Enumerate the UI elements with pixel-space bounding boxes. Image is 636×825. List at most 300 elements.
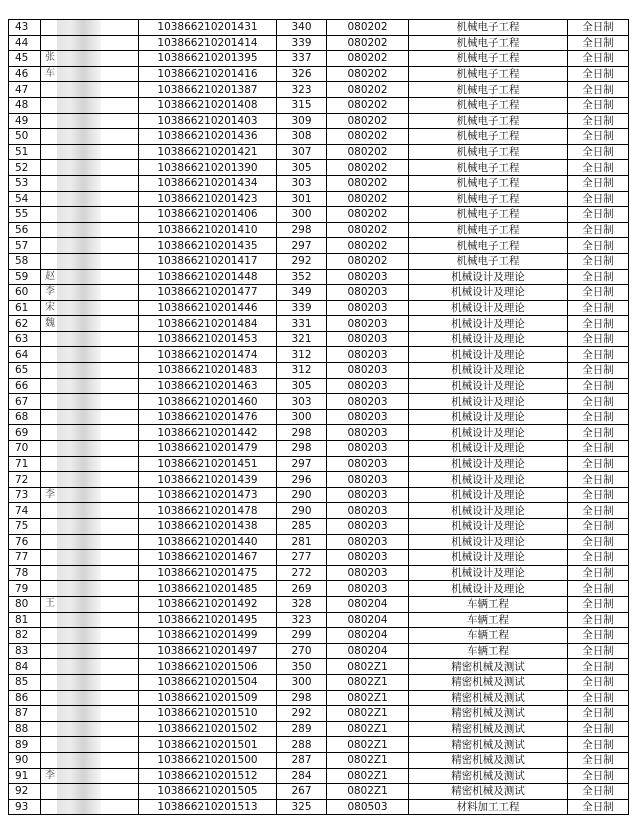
study-mode-cell: 全日制 bbox=[568, 752, 629, 768]
total-score-cell: 325 bbox=[277, 799, 327, 815]
candidate-id-cell: 103866210201467 bbox=[139, 550, 277, 566]
candidate-name-cell bbox=[41, 581, 139, 597]
row-number-cell: 54 bbox=[9, 191, 41, 207]
major-code-cell: 0802Z1 bbox=[327, 721, 409, 737]
total-score-cell: 321 bbox=[277, 331, 327, 347]
row-number-cell: 81 bbox=[9, 612, 41, 628]
name-redaction-mosaic bbox=[57, 706, 101, 722]
major-code-cell: 080202 bbox=[327, 160, 409, 176]
row-number-cell: 72 bbox=[9, 472, 41, 488]
candidate-id-cell: 103866210201421 bbox=[139, 144, 277, 160]
candidate-id-cell: 103866210201448 bbox=[139, 269, 277, 285]
total-score-cell: 267 bbox=[277, 784, 327, 800]
table-row bbox=[9, 472, 629, 488]
study-mode-cell: 全日制 bbox=[568, 253, 629, 269]
total-score-cell: 309 bbox=[277, 113, 327, 129]
total-score-cell: 305 bbox=[277, 378, 327, 394]
total-score-cell: 285 bbox=[277, 519, 327, 535]
candidate-id-cell: 103866210201502 bbox=[139, 721, 277, 737]
candidate-name-cell bbox=[41, 487, 139, 503]
candidate-name-cell bbox=[41, 316, 139, 332]
study-mode-cell: 全日制 bbox=[568, 129, 629, 145]
major-code-cell: 080202 bbox=[327, 97, 409, 113]
table-row bbox=[9, 690, 629, 706]
major-name-cell: 车辆工程 bbox=[409, 628, 568, 644]
major-code-cell: 080202 bbox=[327, 222, 409, 238]
candidate-name-cell bbox=[41, 175, 139, 191]
total-score-cell: 297 bbox=[277, 456, 327, 472]
row-number-cell: 45 bbox=[9, 51, 41, 67]
major-code-cell: 0802Z1 bbox=[327, 784, 409, 800]
candidate-name-text: 赵 bbox=[45, 270, 55, 282]
candidate-name-cell bbox=[41, 784, 139, 800]
candidate-name-cell bbox=[41, 519, 139, 535]
study-mode-cell: 全日制 bbox=[568, 66, 629, 82]
major-name-cell: 机械电子工程 bbox=[409, 222, 568, 238]
name-redaction-mosaic bbox=[57, 82, 101, 98]
table-row bbox=[9, 706, 629, 722]
name-redaction-mosaic bbox=[57, 628, 101, 644]
admission-list-table bbox=[8, 19, 629, 815]
study-mode-cell: 全日制 bbox=[568, 534, 629, 550]
table-row bbox=[9, 799, 629, 815]
major-code-cell: 080202 bbox=[327, 207, 409, 223]
table-row bbox=[9, 191, 629, 207]
name-redaction-mosaic bbox=[57, 737, 101, 753]
name-redaction-mosaic bbox=[57, 207, 101, 223]
table-row bbox=[9, 394, 629, 410]
table-row bbox=[9, 628, 629, 644]
candidate-id-cell: 103866210201499 bbox=[139, 628, 277, 644]
name-redaction-mosaic bbox=[57, 487, 101, 503]
major-code-cell: 080202 bbox=[327, 129, 409, 145]
total-score-cell: 349 bbox=[277, 285, 327, 301]
table-row bbox=[9, 207, 629, 223]
candidate-name-cell bbox=[41, 565, 139, 581]
candidate-name-cell bbox=[41, 82, 139, 98]
total-score-cell: 305 bbox=[277, 160, 327, 176]
table-row bbox=[9, 550, 629, 566]
study-mode-cell: 全日制 bbox=[568, 191, 629, 207]
total-score-cell: 300 bbox=[277, 207, 327, 223]
candidate-name-cell bbox=[41, 503, 139, 519]
name-redaction-mosaic bbox=[57, 253, 101, 269]
candidate-name-cell bbox=[41, 20, 139, 36]
major-name-cell: 车辆工程 bbox=[409, 596, 568, 612]
row-number-cell: 91 bbox=[9, 768, 41, 784]
name-redaction-mosaic bbox=[57, 66, 101, 82]
candidate-id-cell: 103866210201451 bbox=[139, 456, 277, 472]
major-code-cell: 080204 bbox=[327, 628, 409, 644]
name-redaction-mosaic bbox=[57, 643, 101, 659]
table-row bbox=[9, 596, 629, 612]
row-number-cell: 79 bbox=[9, 581, 41, 597]
name-redaction-mosaic bbox=[57, 191, 101, 207]
row-number-cell: 61 bbox=[9, 300, 41, 316]
candidate-id-cell: 103866210201479 bbox=[139, 441, 277, 457]
study-mode-cell: 全日制 bbox=[568, 378, 629, 394]
study-mode-cell: 全日制 bbox=[568, 347, 629, 363]
major-code-cell: 080203 bbox=[327, 487, 409, 503]
major-code-cell: 080203 bbox=[327, 565, 409, 581]
total-score-cell: 331 bbox=[277, 316, 327, 332]
candidate-id-cell: 103866210201495 bbox=[139, 612, 277, 628]
major-code-cell: 080202 bbox=[327, 191, 409, 207]
table-row bbox=[9, 269, 629, 285]
major-code-cell: 080203 bbox=[327, 519, 409, 535]
name-redaction-mosaic bbox=[57, 175, 101, 191]
table-row bbox=[9, 347, 629, 363]
major-name-cell: 机械设计及理论 bbox=[409, 378, 568, 394]
major-name-cell: 机械设计及理论 bbox=[409, 565, 568, 581]
candidate-id-cell: 103866210201485 bbox=[139, 581, 277, 597]
total-score-cell: 296 bbox=[277, 472, 327, 488]
candidate-id-cell: 103866210201439 bbox=[139, 472, 277, 488]
row-number-cell: 59 bbox=[9, 269, 41, 285]
major-name-cell: 机械电子工程 bbox=[409, 35, 568, 51]
total-score-cell: 290 bbox=[277, 487, 327, 503]
major-code-cell: 080202 bbox=[327, 113, 409, 129]
total-score-cell: 315 bbox=[277, 97, 327, 113]
name-redaction-mosaic bbox=[57, 113, 101, 129]
total-score-cell: 298 bbox=[277, 425, 327, 441]
table-row bbox=[9, 363, 629, 379]
study-mode-cell: 全日制 bbox=[568, 441, 629, 457]
table-row bbox=[9, 331, 629, 347]
row-number-cell: 69 bbox=[9, 425, 41, 441]
table-row bbox=[9, 752, 629, 768]
major-name-cell: 精密机械及测试 bbox=[409, 690, 568, 706]
candidate-name-cell bbox=[41, 752, 139, 768]
row-number-cell: 93 bbox=[9, 799, 41, 815]
study-mode-cell: 全日制 bbox=[568, 394, 629, 410]
study-mode-cell: 全日制 bbox=[568, 456, 629, 472]
candidate-id-cell: 103866210201476 bbox=[139, 409, 277, 425]
study-mode-cell: 全日制 bbox=[568, 160, 629, 176]
candidate-name-cell bbox=[41, 441, 139, 457]
table-row bbox=[9, 456, 629, 472]
study-mode-cell: 全日制 bbox=[568, 35, 629, 51]
major-name-cell: 精密机械及测试 bbox=[409, 784, 568, 800]
study-mode-cell: 全日制 bbox=[568, 20, 629, 36]
total-score-cell: 323 bbox=[277, 612, 327, 628]
major-name-cell: 机械电子工程 bbox=[409, 238, 568, 254]
study-mode-cell: 全日制 bbox=[568, 706, 629, 722]
study-mode-cell: 全日制 bbox=[568, 363, 629, 379]
row-number-cell: 82 bbox=[9, 628, 41, 644]
candidate-id-cell: 103866210201423 bbox=[139, 191, 277, 207]
candidate-id-cell: 103866210201446 bbox=[139, 300, 277, 316]
table-row bbox=[9, 721, 629, 737]
table-row bbox=[9, 175, 629, 191]
study-mode-cell: 全日制 bbox=[568, 519, 629, 535]
major-code-cell: 080202 bbox=[327, 82, 409, 98]
table-row bbox=[9, 222, 629, 238]
total-score-cell: 288 bbox=[277, 737, 327, 753]
candidate-name-cell bbox=[41, 207, 139, 223]
major-code-cell: 080203 bbox=[327, 409, 409, 425]
study-mode-cell: 全日制 bbox=[568, 300, 629, 316]
study-mode-cell: 全日制 bbox=[568, 409, 629, 425]
name-redaction-mosaic bbox=[57, 441, 101, 457]
major-name-cell: 机械设计及理论 bbox=[409, 487, 568, 503]
major-name-cell: 机械设计及理论 bbox=[409, 550, 568, 566]
major-name-cell: 机械电子工程 bbox=[409, 20, 568, 36]
total-score-cell: 352 bbox=[277, 269, 327, 285]
candidate-id-cell: 103866210201440 bbox=[139, 534, 277, 550]
row-number-cell: 67 bbox=[9, 394, 41, 410]
row-number-cell: 60 bbox=[9, 285, 41, 301]
total-score-cell: 300 bbox=[277, 674, 327, 690]
major-name-cell: 机械设计及理论 bbox=[409, 331, 568, 347]
study-mode-cell: 全日制 bbox=[568, 285, 629, 301]
candidate-name-cell bbox=[41, 238, 139, 254]
major-name-cell: 材料加工工程 bbox=[409, 799, 568, 815]
major-code-cell: 080204 bbox=[327, 643, 409, 659]
name-redaction-mosaic bbox=[57, 784, 101, 800]
row-number-cell: 77 bbox=[9, 550, 41, 566]
candidate-name-cell bbox=[41, 51, 139, 67]
candidate-id-cell: 103866210201477 bbox=[139, 285, 277, 301]
study-mode-cell: 全日制 bbox=[568, 612, 629, 628]
candidate-id-cell: 103866210201403 bbox=[139, 113, 277, 129]
table-row bbox=[9, 129, 629, 145]
row-number-cell: 90 bbox=[9, 752, 41, 768]
candidate-name-cell bbox=[41, 35, 139, 51]
row-number-cell: 48 bbox=[9, 97, 41, 113]
study-mode-cell: 全日制 bbox=[568, 97, 629, 113]
total-score-cell: 270 bbox=[277, 643, 327, 659]
name-redaction-mosaic bbox=[57, 331, 101, 347]
row-number-cell: 44 bbox=[9, 35, 41, 51]
total-score-cell: 292 bbox=[277, 253, 327, 269]
candidate-name-text: 宋 bbox=[45, 301, 55, 313]
total-score-cell: 312 bbox=[277, 347, 327, 363]
major-name-cell: 机械电子工程 bbox=[409, 113, 568, 129]
study-mode-cell: 全日制 bbox=[568, 82, 629, 98]
study-mode-cell: 全日制 bbox=[568, 113, 629, 129]
candidate-id-cell: 103866210201483 bbox=[139, 363, 277, 379]
major-name-cell: 机械设计及理论 bbox=[409, 316, 568, 332]
study-mode-cell: 全日制 bbox=[568, 565, 629, 581]
row-number-cell: 78 bbox=[9, 565, 41, 581]
name-redaction-mosaic bbox=[57, 300, 101, 316]
candidate-id-cell: 103866210201395 bbox=[139, 51, 277, 67]
total-score-cell: 337 bbox=[277, 51, 327, 67]
name-redaction-mosaic bbox=[57, 721, 101, 737]
table-row bbox=[9, 51, 629, 67]
major-code-cell: 080203 bbox=[327, 331, 409, 347]
candidate-name-cell bbox=[41, 612, 139, 628]
table-row bbox=[9, 612, 629, 628]
major-name-cell: 车辆工程 bbox=[409, 643, 568, 659]
study-mode-cell: 全日制 bbox=[568, 643, 629, 659]
row-number-cell: 49 bbox=[9, 113, 41, 129]
major-name-cell: 精密机械及测试 bbox=[409, 674, 568, 690]
total-score-cell: 290 bbox=[277, 503, 327, 519]
major-code-cell: 080503 bbox=[327, 799, 409, 815]
row-number-cell: 64 bbox=[9, 347, 41, 363]
major-name-cell: 机械设计及理论 bbox=[409, 534, 568, 550]
name-redaction-mosaic bbox=[57, 129, 101, 145]
total-score-cell: 289 bbox=[277, 721, 327, 737]
row-number-cell: 70 bbox=[9, 441, 41, 457]
table-row bbox=[9, 674, 629, 690]
total-score-cell: 284 bbox=[277, 768, 327, 784]
major-name-cell: 精密机械及测试 bbox=[409, 737, 568, 753]
row-number-cell: 62 bbox=[9, 316, 41, 332]
candidate-name-cell bbox=[41, 409, 139, 425]
candidate-id-cell: 103866210201414 bbox=[139, 35, 277, 51]
name-redaction-mosaic bbox=[57, 456, 101, 472]
table-row bbox=[9, 409, 629, 425]
table-row bbox=[9, 238, 629, 254]
candidate-id-cell: 103866210201478 bbox=[139, 503, 277, 519]
study-mode-cell: 全日制 bbox=[568, 721, 629, 737]
major-code-cell: 080203 bbox=[327, 503, 409, 519]
major-name-cell: 机械电子工程 bbox=[409, 51, 568, 67]
total-score-cell: 269 bbox=[277, 581, 327, 597]
row-number-cell: 86 bbox=[9, 690, 41, 706]
row-number-cell: 84 bbox=[9, 659, 41, 675]
row-number-cell: 51 bbox=[9, 144, 41, 160]
table-row bbox=[9, 519, 629, 535]
candidate-name-cell bbox=[41, 394, 139, 410]
name-redaction-mosaic bbox=[57, 519, 101, 535]
name-redaction-mosaic bbox=[57, 35, 101, 51]
name-redaction-mosaic bbox=[57, 222, 101, 238]
major-code-cell: 080202 bbox=[327, 66, 409, 82]
candidate-name-cell bbox=[41, 331, 139, 347]
candidate-id-cell: 103866210201460 bbox=[139, 394, 277, 410]
major-name-cell: 机械电子工程 bbox=[409, 66, 568, 82]
major-code-cell: 080202 bbox=[327, 175, 409, 191]
total-score-cell: 339 bbox=[277, 35, 327, 51]
major-name-cell: 机械设计及理论 bbox=[409, 503, 568, 519]
major-code-cell: 0802Z1 bbox=[327, 737, 409, 753]
candidate-id-cell: 103866210201505 bbox=[139, 784, 277, 800]
name-redaction-mosaic bbox=[57, 363, 101, 379]
row-number-cell: 66 bbox=[9, 378, 41, 394]
candidate-name-text: 张 bbox=[45, 52, 55, 64]
total-score-cell: 340 bbox=[277, 20, 327, 36]
major-name-cell: 精密机械及测试 bbox=[409, 752, 568, 768]
name-redaction-mosaic bbox=[57, 581, 101, 597]
total-score-cell: 297 bbox=[277, 238, 327, 254]
total-score-cell: 277 bbox=[277, 550, 327, 566]
study-mode-cell: 全日制 bbox=[568, 628, 629, 644]
candidate-id-cell: 103866210201513 bbox=[139, 799, 277, 815]
candidate-name-text: 车 bbox=[45, 68, 55, 80]
candidate-id-cell: 103866210201435 bbox=[139, 238, 277, 254]
candidate-name-cell bbox=[41, 550, 139, 566]
name-redaction-mosaic bbox=[57, 269, 101, 285]
study-mode-cell: 全日制 bbox=[568, 238, 629, 254]
study-mode-cell: 全日制 bbox=[568, 175, 629, 191]
row-number-cell: 89 bbox=[9, 737, 41, 753]
study-mode-cell: 全日制 bbox=[568, 581, 629, 597]
row-number-cell: 76 bbox=[9, 534, 41, 550]
table-row bbox=[9, 784, 629, 800]
name-redaction-mosaic bbox=[57, 97, 101, 113]
study-mode-cell: 全日制 bbox=[568, 674, 629, 690]
row-number-cell: 56 bbox=[9, 222, 41, 238]
row-number-cell: 73 bbox=[9, 487, 41, 503]
table-row bbox=[9, 425, 629, 441]
candidate-name-cell bbox=[41, 799, 139, 815]
candidate-id-cell: 103866210201475 bbox=[139, 565, 277, 581]
row-number-cell: 53 bbox=[9, 175, 41, 191]
candidate-id-cell: 103866210201473 bbox=[139, 487, 277, 503]
total-score-cell: 299 bbox=[277, 628, 327, 644]
name-redaction-mosaic bbox=[57, 752, 101, 768]
name-redaction-mosaic bbox=[57, 51, 101, 67]
study-mode-cell: 全日制 bbox=[568, 596, 629, 612]
major-code-cell: 0802Z1 bbox=[327, 690, 409, 706]
major-code-cell: 080204 bbox=[327, 612, 409, 628]
candidate-id-cell: 103866210201436 bbox=[139, 129, 277, 145]
row-number-cell: 50 bbox=[9, 129, 41, 145]
name-redaction-mosaic bbox=[57, 347, 101, 363]
name-redaction-mosaic bbox=[57, 612, 101, 628]
major-code-cell: 080203 bbox=[327, 441, 409, 457]
major-code-cell: 080203 bbox=[327, 316, 409, 332]
table-row bbox=[9, 737, 629, 753]
major-name-cell: 精密机械及测试 bbox=[409, 706, 568, 722]
major-name-cell: 精密机械及测试 bbox=[409, 659, 568, 675]
study-mode-cell: 全日制 bbox=[568, 550, 629, 566]
name-redaction-mosaic bbox=[57, 690, 101, 706]
name-redaction-mosaic bbox=[57, 285, 101, 301]
major-code-cell: 080202 bbox=[327, 144, 409, 160]
candidate-name-cell bbox=[41, 113, 139, 129]
row-number-cell: 92 bbox=[9, 784, 41, 800]
row-number-cell: 65 bbox=[9, 363, 41, 379]
study-mode-cell: 全日制 bbox=[568, 799, 629, 815]
candidate-name-cell bbox=[41, 160, 139, 176]
candidate-name-cell bbox=[41, 456, 139, 472]
candidate-id-cell: 103866210201453 bbox=[139, 331, 277, 347]
candidate-id-cell: 103866210201438 bbox=[139, 519, 277, 535]
table-row bbox=[9, 35, 629, 51]
candidate-id-cell: 103866210201417 bbox=[139, 253, 277, 269]
major-code-cell: 080203 bbox=[327, 581, 409, 597]
candidate-name-cell bbox=[41, 347, 139, 363]
study-mode-cell: 全日制 bbox=[568, 768, 629, 784]
total-score-cell: 308 bbox=[277, 129, 327, 145]
candidate-id-cell: 103866210201504 bbox=[139, 674, 277, 690]
candidate-name-cell bbox=[41, 269, 139, 285]
name-redaction-mosaic bbox=[57, 534, 101, 550]
name-redaction-mosaic bbox=[57, 550, 101, 566]
major-name-cell: 机械设计及理论 bbox=[409, 363, 568, 379]
candidate-name-cell bbox=[41, 425, 139, 441]
major-code-cell: 080203 bbox=[327, 300, 409, 316]
major-name-cell: 机械设计及理论 bbox=[409, 300, 568, 316]
total-score-cell: 326 bbox=[277, 66, 327, 82]
total-score-cell: 287 bbox=[277, 752, 327, 768]
major-name-cell: 机械电子工程 bbox=[409, 207, 568, 223]
row-number-cell: 88 bbox=[9, 721, 41, 737]
row-number-cell: 71 bbox=[9, 456, 41, 472]
candidate-id-cell: 103866210201506 bbox=[139, 659, 277, 675]
study-mode-cell: 全日制 bbox=[568, 472, 629, 488]
major-code-cell: 080202 bbox=[327, 35, 409, 51]
row-number-cell: 58 bbox=[9, 253, 41, 269]
candidate-name-cell bbox=[41, 472, 139, 488]
candidate-name-cell bbox=[41, 66, 139, 82]
row-number-cell: 63 bbox=[9, 331, 41, 347]
